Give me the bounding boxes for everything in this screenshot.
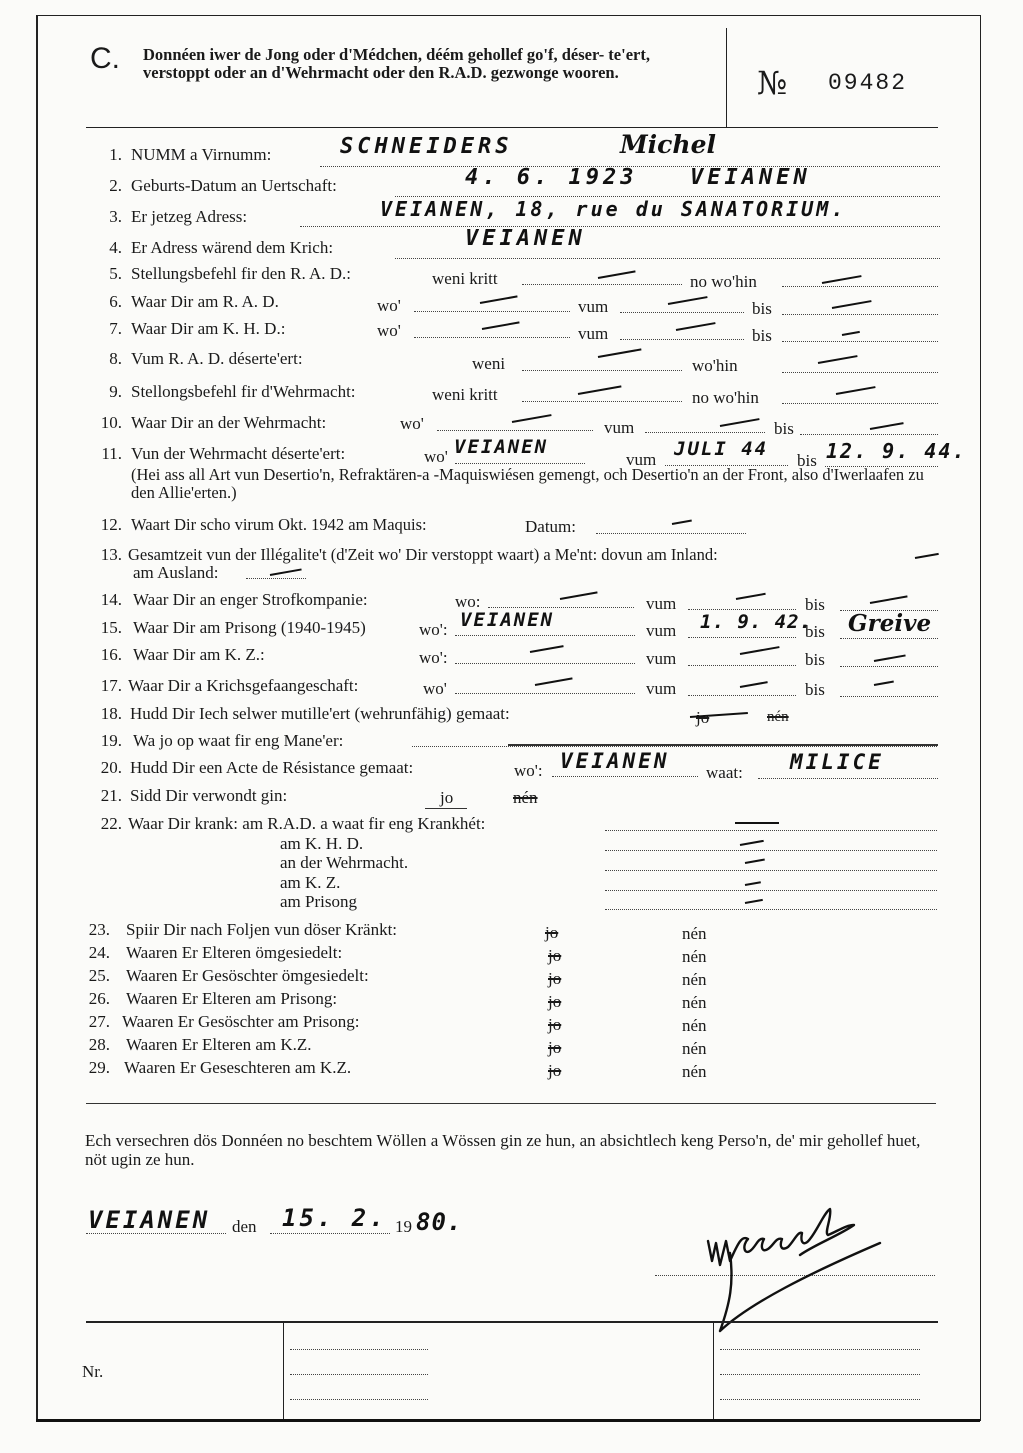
footer-top-rule xyxy=(86,1321,938,1323)
q29-number: 29. xyxy=(88,1058,110,1077)
q27-no: nén xyxy=(682,1016,707,1035)
q18-number: 18. xyxy=(100,704,122,723)
q21-number: 21. xyxy=(100,786,122,805)
header-divider xyxy=(726,28,727,128)
q15-to-label: bis xyxy=(805,622,825,641)
q17-from-line xyxy=(688,695,796,696)
q22-label: Waar Dir krank: am R.A.D. a waat fir eng Krankhét: xyxy=(128,814,486,833)
q27-label: Waaren Er Gesöschter am Prisong: xyxy=(122,1012,360,1031)
q7-label: Waar Dir am K. H. D.: xyxy=(131,319,286,338)
q20-where-label: wo': xyxy=(514,761,543,780)
footer-line-1 xyxy=(290,1349,428,1350)
q12-label: Waart Dir scho virum Okt. 1942 am Maquis: xyxy=(131,515,427,534)
year-suffix: 80. xyxy=(416,1208,463,1236)
q28-number: 28. xyxy=(88,1035,110,1054)
q16-number: 16. xyxy=(100,645,122,664)
q13-abroad-label: am Ausland: xyxy=(133,563,219,582)
q7-to-label: bis xyxy=(752,326,772,345)
q18-yes: jo xyxy=(696,708,710,727)
q11-where-label: wo' xyxy=(424,447,448,466)
q9-number: 9. xyxy=(109,382,122,401)
q3-label: Er jetzeg Adress: xyxy=(131,207,248,226)
q7-where-label: wo' xyxy=(377,321,401,340)
footer-line-6 xyxy=(720,1399,920,1400)
q4-address: VEIANEN xyxy=(465,226,586,251)
q22-number: 22. xyxy=(100,814,122,833)
q26-no: nén xyxy=(682,993,707,1012)
q16-where-line xyxy=(455,663,635,664)
q28-yes: jo xyxy=(548,1038,562,1057)
q14-from-label: vum xyxy=(646,594,677,613)
q1-surname: SCHNEIDERS xyxy=(340,134,513,159)
q8-number: 8. xyxy=(109,349,122,368)
q10-label: Waar Dir an der Wehrmacht: xyxy=(131,413,327,432)
q8-label: Vum R. A. D. déserte'ert: xyxy=(131,349,303,368)
q1-firstname: Michel xyxy=(620,130,716,159)
q4-label: Er Adress wärend dem Krich: xyxy=(131,238,334,257)
q16-from-label: vum xyxy=(646,649,677,668)
q17-from-label: vum xyxy=(646,679,677,698)
q11-from-value: JULI 44 xyxy=(674,438,769,460)
q14-number: 14. xyxy=(100,590,122,609)
q10-to-label: bis xyxy=(774,419,794,438)
q6-label: Waar Dir am R. A. D. xyxy=(131,292,279,311)
q11-number: 11. xyxy=(101,444,122,463)
q11-where-line xyxy=(455,463,585,464)
q8-when-label: weni xyxy=(472,354,506,373)
q27-number: 27. xyxy=(88,1012,110,1031)
q3-line xyxy=(300,226,940,227)
q28-label: Waaren Er Elteren am K.Z. xyxy=(126,1035,312,1054)
q13-label: Gesamtzeit vun der Illégalite't (d'Zeit wo' Dir verstoppt waart) a Me'nt: dovun am Inland: xyxy=(128,545,718,564)
q22-line-rad xyxy=(605,830,937,831)
q21-yes-underline xyxy=(425,808,467,809)
q1-label: NUMM a Virnumm: xyxy=(131,145,272,164)
q6-where-line xyxy=(414,311,570,312)
q8-when-line xyxy=(522,370,682,371)
q11-to-label: bis xyxy=(797,451,817,470)
q18-label: Hudd Dir Iech selwer mutille'ert (wehrunfähig) gemaat: xyxy=(130,704,510,723)
q26-number: 26. xyxy=(88,989,110,1008)
q25-no: nén xyxy=(682,970,707,989)
q2-label: Geburts-Datum an Uertschaft: xyxy=(131,176,337,195)
q22-line-kz xyxy=(605,890,937,891)
q22-sub-kz: am K. Z. xyxy=(280,873,341,892)
q22-sub-prisong: am Prisong xyxy=(280,892,357,911)
q17-where-label: wo' xyxy=(423,679,447,698)
q24-no: nén xyxy=(682,947,707,966)
q17-to-line xyxy=(840,696,938,697)
q17-to-label: bis xyxy=(805,680,825,699)
q7-from-label: vum xyxy=(578,324,609,343)
q9-when-line xyxy=(522,401,682,402)
q7-to-line xyxy=(782,341,938,342)
q15-from-label: vum xyxy=(646,621,677,640)
q25-number: 25. xyxy=(88,966,110,985)
q27-yes: jo xyxy=(548,1015,562,1034)
footer-line-4 xyxy=(720,1349,920,1350)
q17-where-line xyxy=(455,693,635,694)
q20-number: 20. xyxy=(100,758,122,777)
q14-from-line xyxy=(688,609,796,610)
q11-from-label: vum xyxy=(626,450,657,469)
q13-abroad-line xyxy=(246,578,306,579)
declaration-date: 15. 2. xyxy=(282,1204,387,1232)
q5-where-label: no wo'hin xyxy=(690,272,757,291)
q11-label: Vun der Wehrmacht déserte'ert: xyxy=(131,444,346,463)
footer-nr-label: Nr. xyxy=(82,1362,104,1381)
q10-where-label: wo' xyxy=(400,414,424,433)
q6-number: 6. xyxy=(109,292,122,311)
date-line xyxy=(270,1233,390,1234)
q11-note: (Hei ass all Art vun Desertio'n, Refraktären-a -Maquiswiésen gemengt, och Desertio'n an der Front, also d'Iwerlaafen zu den Allie'erten.) xyxy=(131,465,924,502)
q6-where-label: wo' xyxy=(377,296,401,315)
header-rule xyxy=(86,127,938,128)
q25-label: Waaren Er Gesöschter ömgesiedelt: xyxy=(126,966,369,985)
q16-label: Waar Dir am K. Z.: xyxy=(133,645,265,664)
q9-when-label: weni kritt xyxy=(432,385,498,404)
q22-sub-wehrmacht: an der Wehrmacht. xyxy=(280,853,409,872)
q10-from-line xyxy=(645,432,765,433)
q15-from-value: 1. 9. 42. xyxy=(700,611,812,633)
q5-label: Stellungsbefehl fir den R. A. D.: xyxy=(131,264,352,283)
declaration-text: Ech versechren dös Donnéen no beschtem Wöllen a Wössen gin ze hun, an absichtlech keng Perso'n, de' mir gehollef huet, nöt ugin ze hun. xyxy=(85,1131,921,1169)
declaration-separator xyxy=(86,1103,936,1104)
q20-what-value: MILICE xyxy=(790,750,884,774)
q29-no: nén xyxy=(682,1062,707,1081)
q21-label: Sidd Dir verwondt gin: xyxy=(130,786,288,805)
q22-line-wehrmacht xyxy=(605,870,937,871)
section-heading: Donnéen iwer de Jong oder d'Médchen, déém gehollef go'f, déser- te'ert, verstoppt oder an d'Wehrmacht oder den R.A.D. gezwonge wooren. xyxy=(143,45,650,82)
q21-yes: jo xyxy=(440,788,454,807)
q15-label: Waar Dir am Prisong (1940-1945) xyxy=(133,618,366,637)
q2-number: 2. xyxy=(109,176,122,195)
q20-label: Hudd Dir een Acte de Résistance gemaat: xyxy=(130,758,414,777)
q26-label: Waaren Er Elteren am Prisong: xyxy=(126,989,338,1008)
q15-to-line xyxy=(840,638,938,639)
q9-where-line xyxy=(782,403,938,404)
q11-where-value: VEIANEN xyxy=(454,436,549,458)
q4-number: 4. xyxy=(109,238,122,257)
section-letter: C. xyxy=(90,42,120,75)
q15-from-line xyxy=(688,637,796,638)
q2-date: 4. 6. 1923 xyxy=(465,165,638,190)
q2-place: VEIANEN xyxy=(690,165,811,190)
place-line xyxy=(86,1233,226,1234)
q11-to-value: 12. 9. 44. xyxy=(826,439,967,463)
q20-where-value: VEIANEN xyxy=(560,749,670,773)
q5-where-line xyxy=(782,286,938,287)
q23-label: Spiir Dir nach Foljen vun döser Kränkt: xyxy=(126,920,398,939)
q8-where-label: wo'hin xyxy=(692,356,738,375)
q19-number: 19. xyxy=(100,731,122,750)
footer-col-divider-1 xyxy=(283,1321,284,1419)
q12-number: 12. xyxy=(100,515,122,534)
q6-to-label: bis xyxy=(752,299,772,318)
q14-to-label: bis xyxy=(805,595,825,614)
q23-yes: jo xyxy=(545,923,559,942)
number-sign: № xyxy=(757,64,788,102)
q13-number: 13. xyxy=(100,545,122,564)
q9-label: Stellongsbefehl fir d'Wehrmacht: xyxy=(131,382,356,401)
declaration-place: VEIANEN xyxy=(88,1206,211,1234)
q12-date-line xyxy=(596,533,746,534)
form-frame-bottom xyxy=(36,1419,980,1422)
q10-where-line xyxy=(437,430,593,431)
q18-no: nén xyxy=(767,709,789,725)
form-number: 09482 xyxy=(828,70,908,96)
q24-label: Waaren Er Elteren ömgesiedelt: xyxy=(126,943,343,962)
q20-what-line xyxy=(758,778,938,779)
q15-where-value: VEIANEN xyxy=(460,609,555,631)
q14-where-label: wo: xyxy=(455,592,481,611)
q10-number: 10. xyxy=(100,413,122,432)
q1-number: 1. xyxy=(109,145,122,164)
q7-where-line xyxy=(414,337,570,338)
q9-where-label: no wo'hin xyxy=(692,388,759,407)
q19-label: Wa jo op waat fir eng Mane'er: xyxy=(133,731,344,750)
q25-yes: jo xyxy=(548,969,562,988)
q16-from-line xyxy=(688,665,796,666)
footer-col-divider-2 xyxy=(713,1321,714,1419)
q22-line-khd xyxy=(605,850,937,851)
q8-where-line xyxy=(782,372,938,373)
q19-fill-line xyxy=(508,744,938,746)
q20-what-label: waat: xyxy=(706,763,743,782)
q16-to-label: bis xyxy=(805,650,825,669)
q26-yes: jo xyxy=(548,992,562,1011)
q15-to-value: Greive xyxy=(848,610,932,637)
q24-number: 24. xyxy=(88,943,110,962)
q29-yes: jo xyxy=(548,1061,562,1080)
q7-number: 7. xyxy=(109,319,122,338)
q21-no: nén xyxy=(513,788,538,807)
q19-line xyxy=(412,746,937,747)
q22-sub-khd: am K. H. D. xyxy=(280,834,364,853)
q6-to-line xyxy=(782,314,938,315)
q5-when-label: weni kritt xyxy=(432,269,498,288)
q16-to-line xyxy=(840,666,938,667)
q24-yes: jo xyxy=(548,946,562,965)
q22-line-prisong xyxy=(605,909,937,910)
q15-where-label: wo': xyxy=(419,620,448,639)
q23-number: 23. xyxy=(88,920,110,939)
q5-when-line xyxy=(522,284,682,285)
q14-label: Waar Dir an enger Strofkompanie: xyxy=(133,590,368,609)
footer-line-5 xyxy=(720,1374,920,1375)
q3-number: 3. xyxy=(109,207,122,226)
q12-date-label: Datum: xyxy=(525,517,576,536)
q16-where-label: wo': xyxy=(419,648,448,667)
q22-dash-rad xyxy=(735,822,779,824)
q23-no: nén xyxy=(682,924,707,943)
q29-label: Waaren Er Geseschteren am K.Z. xyxy=(124,1058,352,1077)
declaration-den: den xyxy=(232,1217,257,1236)
q17-number: 17. xyxy=(100,676,122,695)
q20-where-line xyxy=(552,776,698,777)
q6-from-line xyxy=(620,312,744,313)
footer-line-3 xyxy=(290,1399,428,1400)
q3-address: VEIANEN, 18, rue du SANATORIUM. xyxy=(380,197,847,221)
q17-label: Waar Dir a Krichsgefaangeschaft: xyxy=(128,676,359,695)
q15-number: 15. xyxy=(100,618,122,637)
q5-number: 5. xyxy=(109,264,122,283)
q14-where-line xyxy=(488,607,634,608)
q28-no: nén xyxy=(682,1039,707,1058)
q15-where-line xyxy=(455,635,635,636)
q7-from-line xyxy=(620,339,744,340)
q10-from-label: vum xyxy=(604,418,635,437)
q6-from-label: vum xyxy=(578,297,609,316)
q4-line xyxy=(395,258,940,259)
q10-to-line xyxy=(800,434,938,435)
footer-line-2 xyxy=(290,1374,428,1375)
year-prefix: 19 xyxy=(395,1217,412,1236)
